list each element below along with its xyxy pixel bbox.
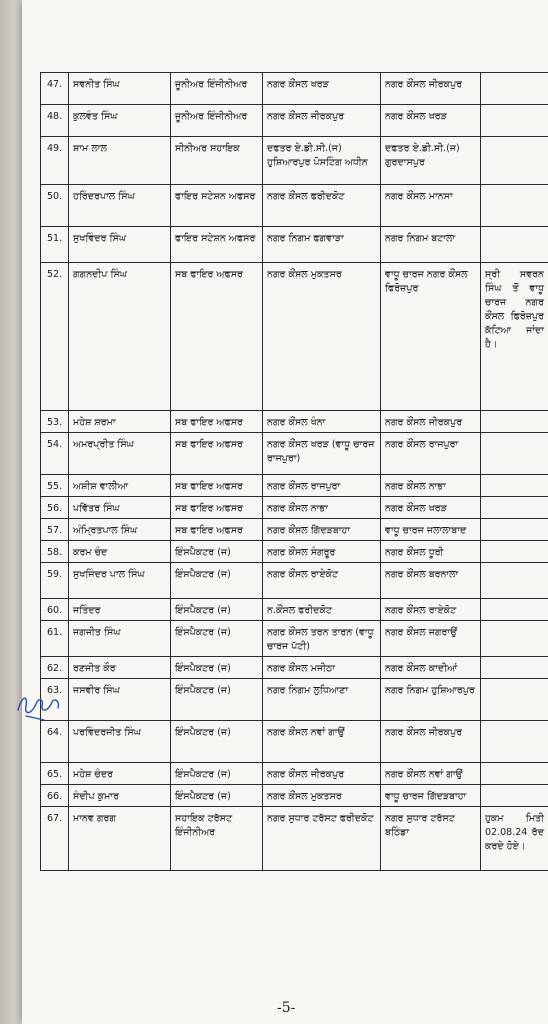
serial-number-cell: 65.	[41, 763, 69, 785]
from-station-cell: ਨਗਰ ਕੌਂਸਲ ਰਾਜਪੁਰਾ	[263, 475, 381, 497]
remarks-cell	[481, 73, 548, 105]
from-station-cell: ਨਗਰ ਨਿਗਮ ਫਗਵਾੜਾ	[263, 227, 381, 263]
from-station-cell: ਨਗਰ ਕੌਂਸਲ ਨਵਾਂ ਗਾਉਂ	[263, 721, 381, 763]
from-station-cell: ਨ.ਕੌਂਸਲ ਫਰੀਦਕੋਟ	[263, 599, 381, 621]
remarks-cell	[481, 433, 548, 475]
serial-number-cell: 52.	[41, 263, 69, 411]
designation-cell: ਸਬ ਫਾਇਰ ਅਫਸਰ	[171, 433, 263, 475]
employee-name-cell: ਸੰਦੀਪ ਕੁਮਾਰ	[69, 785, 171, 807]
serial-number-cell: 55.	[41, 475, 69, 497]
table-row	[41, 227, 548, 263]
designation-cell: ਇੰਸਪੈਕਟਰ (ਜ)	[171, 679, 263, 721]
remarks-cell: ਸ੍ਰੀ ਸਵਰਨ ਸਿੰਘ ਤੋਂ ਵਾਧੂ ਚਾਰਜ ਨਗਰ ਕੌਂਸਲ ਫਿਰੋਜ਼ਪੁਰ ਕੱਟਿਆ ਜਾਂਦਾ ਹੈ।	[481, 263, 548, 411]
table-row	[41, 657, 548, 679]
remarks-cell	[481, 563, 548, 599]
serial-number-cell: 47.	[41, 73, 69, 105]
to-station-cell: ਨਗਰ ਕੌਂਸਲ ਨਾਭਾ	[381, 475, 481, 497]
table-row	[41, 519, 548, 541]
employee-name-cell: ਸੁਖਵਿੰਦਰ ਸਿੰਘ	[69, 227, 171, 263]
from-station-cell: ਨਗਰ ਕੌਂਸਲ ਨਾਭਾ	[263, 497, 381, 519]
from-station-cell: ਨਗਰ ਸੁਧਾਰ ਟਰੱਸਟ ਫਰੀਦਕੋਟ	[263, 807, 381, 871]
table-row	[41, 541, 548, 563]
from-station-cell: ਨਗਰ ਕੌਂਸਲ ਰਾਏਕੋਟ	[263, 563, 381, 599]
from-station-cell: ਨਗਰ ਨਿਗਮ ਲੁਧਿਆਣਾ	[263, 679, 381, 721]
binding-edge	[0, 0, 22, 1024]
designation-cell: ਇੰਸਪੈਕਟਰ (ਜ)	[171, 621, 263, 657]
from-station-cell: ਨਗਰ ਕੌਂਸਲ ਮਜੀਠਾ	[263, 657, 381, 679]
designation-cell: ਸਬ ਫਾਇਰ ਅਫਸਰ	[171, 519, 263, 541]
serial-number-cell: 58.	[41, 541, 69, 563]
employee-name-cell: ਸ਼ਾਮ ਲਾਲ	[69, 137, 171, 185]
serial-number-cell: 63.	[41, 679, 69, 721]
employee-name-cell: ਸੁਖਜਿੰਦਰ ਪਾਲ ਸਿੰਘ	[69, 563, 171, 599]
designation-cell: ਇੰਸਪੈਕਟਰ (ਜ)	[171, 599, 263, 621]
remarks-cell	[481, 137, 548, 185]
table-row	[41, 185, 548, 227]
table-row	[41, 263, 548, 411]
table-row	[41, 497, 548, 519]
to-station-cell: ਨਗਰ ਕੌਂਸਲ ਮਾਨਸਾ	[381, 185, 481, 227]
serial-number-cell: 64.	[41, 721, 69, 763]
remarks-cell	[481, 411, 548, 433]
serial-number-cell: 66.	[41, 785, 69, 807]
remarks-cell	[481, 763, 548, 785]
designation-cell: ਸਬ ਫਾਇਰ ਅਫਸਰ	[171, 263, 263, 411]
employee-name-cell: ਕਰਮ ਚੰਦ	[69, 541, 171, 563]
employee-name-cell: ਪਵਿੱਤਰ ਸਿੰਘ	[69, 497, 171, 519]
serial-number-cell: 67.	[41, 807, 69, 871]
designation-cell: ਸਬ ਫਾਇਰ ਅਫਸਰ	[171, 497, 263, 519]
designation-cell: ਸਬ ਫਾਇਰ ਅਫਸਰ	[171, 411, 263, 433]
to-station-cell: ਨਗਰ ਕੌਂਸਲ ਜੀਰਕਪੁਰ	[381, 73, 481, 105]
table-row	[41, 137, 548, 185]
page-number: -5-	[277, 1000, 296, 1016]
serial-number-cell: 56.	[41, 497, 69, 519]
designation-cell: ਸਬ ਫਾਇਰ ਅਫਸਰ	[171, 475, 263, 497]
to-station-cell: ਨਗਰ ਕੌਂਸਲ ਬਰਨਾਲਾ	[381, 563, 481, 599]
remarks-cell	[481, 599, 548, 621]
designation-cell: ਜੂਨੀਅਰ ਇੰਜੀਨੀਅਰ	[171, 73, 263, 105]
remarks-cell	[481, 185, 548, 227]
remarks-cell	[481, 541, 548, 563]
table-row	[41, 411, 548, 433]
table-row	[41, 599, 548, 621]
table-row	[41, 785, 548, 807]
serial-number-cell: 61.	[41, 621, 69, 657]
employee-name-cell: ਮਾਨਵ ਗਰਗ	[69, 807, 171, 871]
handwritten-initials	[14, 686, 74, 726]
to-station-cell: ਦਫਤਰ ਏ.ਡੀ.ਸੀ.(ਜ) ਗੁਰਦਾਸਪੁਰ	[381, 137, 481, 185]
to-station-cell: ਨਗਰ ਕੌਂਸਲ ਜਗਰਾਉਂ	[381, 621, 481, 657]
to-station-cell: ਨਗਰ ਕੌਂਸਲ ਖਰੜ	[381, 497, 481, 519]
to-station-cell: ਵਾਧੂ ਚਾਰਜ ਗਿੱਦੜਬਾਹਾ	[381, 785, 481, 807]
to-station-cell: ਨਗਰ ਕੌਂਸਲ ਰਾਜਪੁਰਾ	[381, 433, 481, 475]
from-station-cell: ਨਗਰ ਕੌਂਸਲ ਫਰੀਦਕੋਟ	[263, 185, 381, 227]
from-station-cell: ਨਗਰ ਕੌਂਸਲ ਖਰੜ (ਵਾਧੂ ਚਾਰਜ ਰਾਜਪੁਰਾ)	[263, 433, 381, 475]
designation-cell: ਜੂਨੀਅਰ ਇੰਜੀਨੀਅਰ	[171, 105, 263, 137]
from-station-cell: ਨਗਰ ਕੌਂਸਲ ਤਰਨ ਤਾਰਨ (ਵਾਧੂ ਚਾਰਜ ਪੱਟੀ)	[263, 621, 381, 657]
from-station-cell: ਨਗਰ ਕੌਂਸਲ ਜੀਰਕਪੁਰ	[263, 763, 381, 785]
table-row	[41, 679, 548, 721]
remarks-cell	[481, 227, 548, 263]
employee-name-cell: ਰਣਜੀਤ ਕੌਰ	[69, 657, 171, 679]
to-station-cell: ਨਗਰ ਕੌਂਸਲ ਰਾਏਕੋਟ	[381, 599, 481, 621]
serial-number-cell: 59.	[41, 563, 69, 599]
to-station-cell: ਨਗਰ ਕੌਂਸਲ ਜੀਰਕਪੁਰ	[381, 411, 481, 433]
serial-number-cell: 60.	[41, 599, 69, 621]
employee-name-cell: ਅਸ਼ੀਸ਼ ਵਾਲੀਆ	[69, 475, 171, 497]
to-station-cell: ਨਗਰ ਨਿਗਮ ਬਟਾਲਾ	[381, 227, 481, 263]
from-station-cell: ਨਗਰ ਕੌਂਸਲ ਮੁਕਤਸਰ	[263, 263, 381, 411]
employee-name-cell: ਹਰਿੰਦਰਪਾਲ ਸਿੰਘ	[69, 185, 171, 227]
employee-name-cell: ਅੰਮ੍ਰਿਤਪਾਲ ਸਿੰਘ	[69, 519, 171, 541]
remarks-cell	[481, 519, 548, 541]
designation-cell: ਇੰਸਪੈਕਟਰ (ਜ)	[171, 563, 263, 599]
employee-name-cell: ਜਤਿੰਦਰ	[69, 599, 171, 621]
table-row	[41, 721, 548, 763]
remarks-cell	[481, 721, 548, 763]
remarks-cell: ਹੁਕਮ ਮਿਤੀ 02.08.24 ਰੱਦ ਕਰਦੇ ਹੋਏ।	[481, 807, 548, 871]
designation-cell: ਇੰਸਪੈਕਟਰ (ਜ)	[171, 721, 263, 763]
employee-name-cell: ਸਵਨੀਤ ਸਿੰਘ	[69, 73, 171, 105]
serial-number-cell: 49.	[41, 137, 69, 185]
serial-number-cell: 53.	[41, 411, 69, 433]
table-body	[41, 73, 548, 871]
from-station-cell: ਦਫਤਰ ਏ.ਡੀ.ਸੀ.(ਜ) ਹੁਸ਼ਿਆਰਪੁਰ ਪੋਸਟਿੰਗ ਅਧੀਨ	[263, 137, 381, 185]
designation-cell: ਫਾਇਰ ਸਟੇਸ਼ਨ ਅਫਸਰ	[171, 185, 263, 227]
designation-cell: ਫਾਇਰ ਸਟੇਸ਼ਨ ਅਫਸਰ	[171, 227, 263, 263]
table-row	[41, 563, 548, 599]
serial-number-cell: 51.	[41, 227, 69, 263]
to-station-cell: ਨਗਰ ਕੌਂਸਲ ਖਰੜ	[381, 105, 481, 137]
employee-name-cell: ਕੁਲਵੰਤ ਸਿੰਘ	[69, 105, 171, 137]
table-row	[41, 807, 548, 871]
remarks-cell	[481, 475, 548, 497]
designation-cell: ਇੰਸਪੈਕਟਰ (ਜ)	[171, 785, 263, 807]
from-station-cell: ਨਗਰ ਕੌਂਸਲ ਗਿੱਦੜਬਾਹਾ	[263, 519, 381, 541]
remarks-cell	[481, 105, 548, 137]
table-row	[41, 433, 548, 475]
designation-cell: ਸੀਨੀਅਰ ਸਹਾਇਕ	[171, 137, 263, 185]
table-row	[41, 621, 548, 657]
from-station-cell: ਨਗਰ ਕੌਂਸਲ ਜੀਰਕਪੁਰ	[263, 105, 381, 137]
employee-name-cell: ਮਹੇਸ਼ ਸ਼ਰਮਾ	[69, 411, 171, 433]
to-station-cell: ਨਗਰ ਕੌਂਸਲ ਜੀਰਕਪੁਰ	[381, 721, 481, 763]
table-row	[41, 475, 548, 497]
employee-name-cell: ਜਗਜੀਤ ਸਿੰਘ	[69, 621, 171, 657]
remarks-cell	[481, 785, 548, 807]
to-station-cell: ਨਗਰ ਸੁਧਾਰ ਟਰੱਸਟ ਬਠਿੰਡਾ	[381, 807, 481, 871]
table-row	[41, 73, 548, 105]
designation-cell: ਇੰਸਪੈਕਟਰ (ਜ)	[171, 657, 263, 679]
from-station-cell: ਨਗਰ ਕੌਂਸਲ ਖੰਨਾ	[263, 411, 381, 433]
to-station-cell: ਵਾਧੂ ਚਾਰਜ ਨਗਰ ਕੌਂਸਲ ਫਿਰੋਜ਼ਪੁਰ	[381, 263, 481, 411]
employee-name-cell: ਅਮਰਪ੍ਰੀਤ ਸਿੰਘ	[69, 433, 171, 475]
to-station-cell: ਨਗਰ ਨਿਗਮ ਹੁਸ਼ਿਆਰਪੁਰ	[381, 679, 481, 721]
from-station-cell: ਨਗਰ ਕੌਂਸਲ ਮੁਕਤਸਰ	[263, 785, 381, 807]
employee-name-cell: ਗਗਨਦੀਪ ਸਿੰਘ	[69, 263, 171, 411]
employee-name-cell: ਮਹੇਸ਼ ਚੰਦਰ	[69, 763, 171, 785]
employee-name-cell: ਪਰਵਿੰਦਰਜੀਤ ਸਿੰਘ	[69, 721, 171, 763]
remarks-cell	[481, 679, 548, 721]
transfer-table	[40, 72, 548, 871]
to-station-cell: ਨਗਰ ਕੌਂਸਲ ਕਾਦੀਆਂ	[381, 657, 481, 679]
to-station-cell: ਨਗਰ ਕੌਂਸਲ ਧੂਰੀ	[381, 541, 481, 563]
designation-cell: ਇੰਸਪੈਕਟਰ (ਜ)	[171, 541, 263, 563]
remarks-cell	[481, 621, 548, 657]
remarks-cell	[481, 657, 548, 679]
table-row	[41, 763, 548, 785]
serial-number-cell: 62.	[41, 657, 69, 679]
table-row	[41, 105, 548, 137]
from-station-cell: ਨਗਰ ਕੌਂਸਲ ਸੰਗਰੂਰ	[263, 541, 381, 563]
serial-number-cell: 57.	[41, 519, 69, 541]
designation-cell: ਸਹਾਇਕ ਟਰੱਸਟ ਇੰਜੀਨੀਅਰ	[171, 807, 263, 871]
document-page	[22, 0, 548, 1024]
serial-number-cell: 48.	[41, 105, 69, 137]
serial-number-cell: 50.	[41, 185, 69, 227]
remarks-cell	[481, 497, 548, 519]
from-station-cell: ਨਗਰ ਕੌਂਸਲ ਖਰੜ	[263, 73, 381, 105]
to-station-cell: ਵਾਧੂ ਚਾਰਜ ਜਲਾਲਾਬਾਦ	[381, 519, 481, 541]
serial-number-cell: 54.	[41, 433, 69, 475]
employee-name-cell: ਜਸਵੀਰ ਸਿੰਘ	[69, 679, 171, 721]
to-station-cell: ਨਗਰ ਕੌਂਸਲ ਨਵਾਂ ਗਾਉਂ	[381, 763, 481, 785]
designation-cell: ਇੰਸਪੈਕਟਰ (ਜ)	[171, 763, 263, 785]
